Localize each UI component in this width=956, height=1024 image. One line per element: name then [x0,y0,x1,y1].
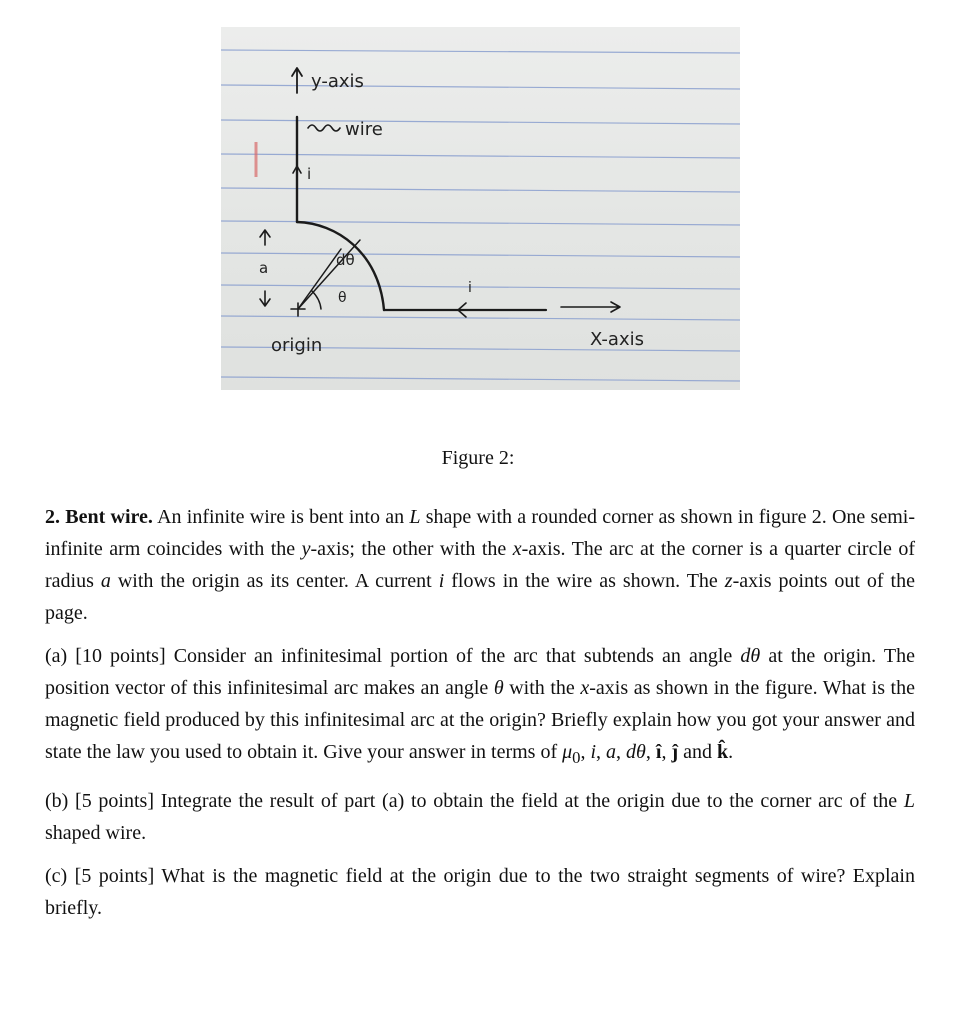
y-axis-arrow [292,68,302,93]
text: -axis. The arc at the corner is a quarter circle of radius [45,538,915,592]
problem-number: 2. [45,506,60,528]
text: An infinite wire is bent into an [157,506,410,528]
text: at the origin. The position vector of this infinitesimal arc makes an angle [45,645,916,699]
ruled-lines [221,50,740,381]
math-symbol: a [606,741,617,763]
math-symbol: dθ [740,645,761,667]
theta-arc [312,291,321,309]
text: , [661,741,672,763]
text: shaped wire. [45,822,147,844]
text: -axis as shown in the figure. What is the magnetic field produced by this infinitesimal arc at the origin? Briefly explain how you got your answer and state the law you used to obtain it. Give your answer in terms of [45,677,915,763]
text: -axis; the other with the [310,538,513,560]
math-symbol: z [724,570,733,592]
figure-caption: Figure 2: [441,447,515,469]
text: . [728,741,734,763]
text: with the [503,677,581,699]
text: flows in the wire as shown. The [444,570,725,592]
text: -axis points out of the page. [45,570,915,624]
subscript: 0 [572,748,581,767]
math-symbol: y [301,538,311,560]
math-symbol: θ [493,677,504,699]
text: , [596,741,607,763]
text: with the origin as its center. A current [110,570,439,592]
text: (a) [10 points] Consider an infinitesimal portion of the arc that subtends an angle [45,645,741,667]
figure-drawing [221,27,740,390]
unit-vector-k: k̂ [717,741,729,763]
math-symbol: L [903,790,915,812]
math-symbol: a [100,570,111,592]
wire-squiggle [308,125,340,131]
unit-vector-i: î [655,741,662,763]
radius-line-1 [298,249,341,309]
dtheta-label: dθ [336,251,355,269]
problem-title: Bent wire. [65,506,153,528]
math-symbol: μ [562,741,573,763]
figure-photo [221,27,740,390]
problem-intro [45,501,915,629]
current-label-upper: i [307,165,312,183]
part-b [45,785,915,849]
a-arrow-up [260,230,270,245]
y-axis-label: y-axis [311,71,364,92]
math-symbol: i [438,570,445,592]
text: (b) [5 points] Integrate the result of part (a) to obtain the field at the origin due to the corner arc of the [45,790,904,812]
wire-label: wire [345,119,383,140]
text: , [645,741,656,763]
current-label-right: i [468,280,472,296]
unit-vector-j: ĵ [671,741,679,763]
math-symbol: L [409,506,421,528]
text: shape with a rounded corner as shown in figure 2. One semi-infinite arm coincides with the [45,506,915,560]
text: , [616,741,627,763]
text: , [580,741,591,763]
a-label: a [259,259,269,277]
origin-label: origin [271,335,323,356]
part-a [45,640,915,774]
a-arrow-down [260,291,270,306]
math-symbol: dθ [626,741,646,763]
theta-label: θ [338,290,347,306]
x-axis-label: X-axis [590,329,644,350]
math-symbol: x [580,677,590,699]
part-c: (c) [5 points] What is the magnetic field at the origin due to the two straight segments of wire? Explain briefly. [45,865,915,919]
text: and [678,741,717,763]
problem-statement [45,501,915,935]
math-symbol: i [590,741,597,763]
origin-cross [291,303,305,316]
math-symbol: x [512,538,522,560]
x-axis-arrow [561,302,620,312]
